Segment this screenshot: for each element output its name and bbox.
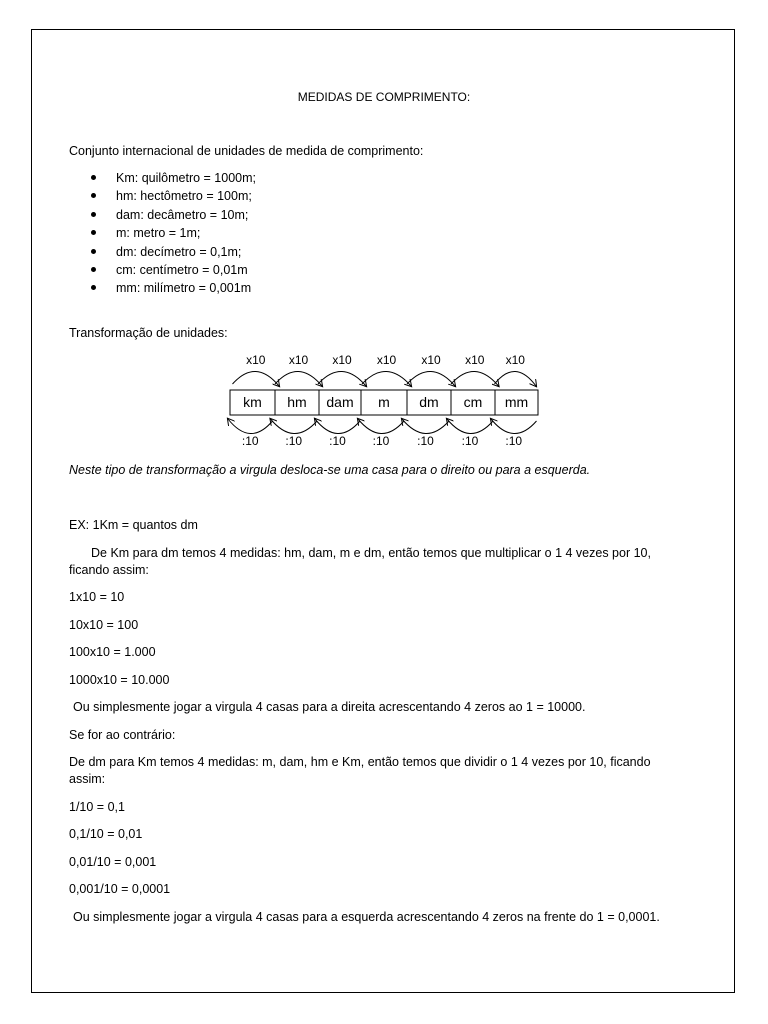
unit-label-cm: cm [463, 394, 483, 410]
step-2: 10x10 = 100 [69, 618, 139, 632]
intro-text: Conjunto internacional de unidades de medida de comprimento: [69, 144, 424, 158]
document-title: MEDIDAS DE COMPRIMENTO: [297, 90, 471, 104]
multiply-label: x10 [421, 353, 441, 367]
divide-arrow [447, 419, 493, 434]
unit-label-dm: dm [419, 394, 439, 410]
bullet-icon [91, 285, 96, 290]
bullet-icon [91, 193, 96, 198]
transform-heading: Transformação de unidades: [69, 326, 228, 340]
list-item: dm: decímetro = 0,1m; [88, 244, 256, 262]
multiply-arrow [275, 371, 322, 386]
reverse-explanation: De dm para Km temos 4 medidas: m, dam, hm e Km, então temos que dividir o 1 4 vezes por 10, ficando assim: [69, 755, 651, 786]
divide-arrow [358, 419, 404, 434]
unit-label-mm: mm [504, 394, 529, 410]
unit-conversion-diagram [0, 340, 768, 455]
multiply-arrow [495, 371, 537, 386]
reverse-step-1: 1/10 = 0,1 [69, 800, 125, 814]
step-4: 1000x10 = 10.000 [69, 673, 170, 687]
list-item: cm: centímetro = 0,01m [88, 262, 256, 280]
example-explanation: De Km para dm temos 4 medidas: hm, dam, m e dm, então temos que multiplicar o 1 4 vezes por 10, ficando assim: [69, 546, 651, 577]
divide-arrow [271, 419, 318, 434]
unit-label-m: m [378, 394, 390, 410]
multiply-label: x10 [505, 353, 525, 367]
divide-arrow [402, 419, 449, 434]
divide-label: :10 [505, 434, 523, 448]
multiply-arrow [318, 371, 366, 386]
divide-arrow [315, 419, 360, 434]
step-3: 100x10 = 1.000 [69, 645, 156, 659]
divide-label: :10 [285, 434, 303, 448]
divide-label: :10 [329, 434, 346, 448]
multiply-arrow [233, 371, 280, 386]
multiply-label: x10 [246, 353, 266, 367]
reverse-intro: Se for ao contrário: [69, 728, 176, 742]
divide-arrow [228, 419, 273, 434]
divide-label: :10 [417, 434, 434, 448]
divide-arrow [491, 419, 537, 434]
divide-label: :10 [372, 434, 390, 448]
reverse-step-4: 0,001/10 = 0,0001 [69, 882, 171, 896]
bullet-icon [91, 230, 96, 235]
multiply-arrow [451, 371, 499, 386]
reverse-step-2: 0,1/10 = 0,01 [69, 827, 143, 841]
bullet-icon [91, 175, 96, 180]
bullet-icon [91, 212, 96, 217]
units-list [88, 170, 256, 299]
list-item: mm: milímetro = 0,001m [88, 280, 256, 298]
example-question: EX: 1Km = quantos dm [69, 518, 198, 532]
multiply-label: x10 [332, 353, 352, 367]
bullet-icon [91, 267, 96, 272]
divide-label: :10 [461, 434, 479, 448]
reverse-shortcut-text: Ou simplesmente jogar a virgula 4 casas para a esquerda acrescentando 4 zeros na frente do 1 = 0,0001. [73, 910, 660, 924]
shortcut-text: Ou simplesmente jogar a virgula 4 casas para a direita acrescentando 4 zeros ao 1 = 10000. [73, 700, 586, 714]
list-item: hm: hectômetro = 100m; [88, 188, 256, 206]
step-1: 1x10 = 10 [69, 590, 125, 604]
bullet-icon [91, 249, 96, 254]
list-item: m: metro = 1m; [88, 225, 256, 243]
multiply-label: x10 [288, 353, 309, 367]
multiply-label: x10 [376, 353, 397, 367]
unit-label-hm: hm [287, 394, 307, 410]
multiply-label: x10 [465, 353, 485, 367]
multiply-arrow [362, 371, 411, 386]
transformation-note: Neste tipo de transformação a virgula desloca-se uma casa para o direito ou para a esquerda. [69, 463, 591, 477]
unit-label-km: km [243, 394, 262, 410]
multiply-arrow [407, 371, 455, 386]
list-item: dam: decâmetro = 10m; [88, 207, 256, 225]
unit-label-dam: dam [326, 394, 354, 410]
list-item: Km: quilômetro = 1000m; [88, 170, 256, 188]
divide-label: :10 [241, 434, 259, 448]
reverse-step-3: 0,01/10 = 0,001 [69, 855, 157, 869]
